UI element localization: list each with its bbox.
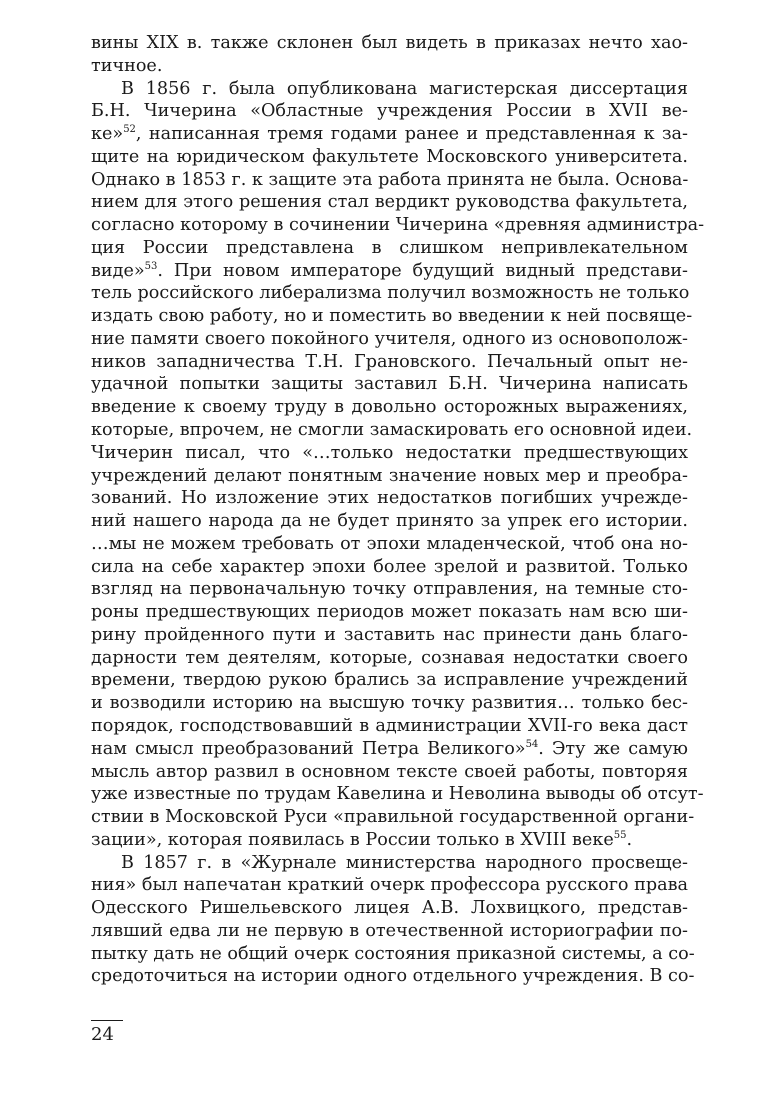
text-line: лявший едва ли не первую в отечественной историографии по- <box>91 920 688 941</box>
text-line: ния» был напечатан краткий очерк профессора русского права <box>91 875 688 896</box>
text-line <box>91 260 688 283</box>
text-line: времени, твердою рукою брались за исправление учреждений <box>91 670 688 691</box>
text-line: удачной попытки защиты заставил Б.Н. Чичерина написать <box>91 374 688 395</box>
text-fragment: . При новом императоре будущий видный представи- <box>157 260 688 281</box>
text-line: Б.Н. Чичерина «Областные учреждения России в XVII ве- <box>91 101 688 122</box>
footnote-ref: 53 <box>144 260 158 272</box>
text-line <box>91 738 688 761</box>
text-line: зований. Но изложение этих недостатков погибших учрежде- <box>91 488 688 509</box>
footnote-ref: 52 <box>123 124 136 136</box>
text-fragment: , написанная тремя годами ранее и представленная к за- <box>135 124 688 145</box>
text-line: сила на себе характер эпохи более зрелой и развитой. Только <box>91 556 688 577</box>
text-line: средоточиться на истории одного отдельного учреждения. В со- <box>91 966 695 987</box>
text-line: пытку дать не общий очерк состояния приказной системы, а со- <box>91 943 695 964</box>
page-number: 24 <box>91 1024 114 1045</box>
footer-rule <box>91 1020 123 1021</box>
text-line: В 1857 г. в «Журнале министерства народного просвеще- <box>121 852 688 873</box>
text-line: взгляд на первоначальную точку отправления, на темные сто- <box>91 579 688 600</box>
text-line: издать свою работу, но и поместить во введении к ней посвяще- <box>91 306 693 327</box>
footnote-ref: 54 <box>525 738 539 750</box>
text-line <box>91 829 688 852</box>
text-fragment: нам смысл преобразований Петра Великого» <box>91 738 526 759</box>
text-line: тель российского либерализма получил возможность не только <box>91 283 690 304</box>
text-line: роны предшествующих периодов может показать нам всю ши- <box>91 602 688 623</box>
text-line: нием для этого решения стал вердикт руководства факультета, <box>91 192 688 213</box>
text-line: мысль автор развил в основном тексте своей работы, повторяя <box>91 761 688 782</box>
text-line: дарности тем деятелям, которые, сознавая недостатки своего <box>91 647 688 668</box>
text-line: введение к своему труду в довольно осторожных выражениях, <box>91 397 688 418</box>
text-line: ствии в Московской Руси «правильной государственной органи- <box>91 807 695 828</box>
body-text <box>91 32 705 988</box>
text-fragment: . <box>626 829 633 850</box>
text-line: уже известные по трудам Кавелина и Неволина выводы об отсут- <box>91 784 704 805</box>
text-line <box>91 123 688 146</box>
text-line: порядок, господствовавший в администрации XVII-го века даст <box>91 715 688 736</box>
text-line: ние памяти своего покойного учителя, одного из основополож- <box>91 328 688 349</box>
text-line: согласно которому в сочинении Чичерина «древняя администра- <box>91 215 705 236</box>
text-fragment: виде» <box>91 260 145 281</box>
text-fragment: зации», которая появилась в России только в XVIII веке <box>91 829 614 850</box>
text-line: которые, впрочем, не смогли замаскировать его основной идеи. <box>91 420 693 441</box>
text-line: ция России представлена в слишком непривлекательном <box>91 237 688 258</box>
text-line: Одесского Ришельевского лицея А.В. Лохвицкого, представ- <box>91 898 688 919</box>
text-line: учреждений делают понятным значение новых мер и преобра- <box>91 465 688 486</box>
footnote-ref: 55 <box>613 829 627 841</box>
text-line: ний нашего народа да не будет принято за упрек его истории. <box>91 511 688 532</box>
text-fragment: . Эту же самую <box>538 738 688 759</box>
text-line: В 1856 г. была опубликована магистерская диссертация <box>121 78 688 99</box>
text-line: и возводили историю на высшую точку развития… только бес- <box>91 693 688 714</box>
text-fragment: ке» <box>91 124 124 145</box>
text-line: ников западничества Т.Н. Грановского. Печальный опыт не- <box>91 351 688 372</box>
text-line: Однако в 1853 г. к защите эта работа принята не была. Основа- <box>91 169 689 190</box>
text-line: Чичерин писал, что «…только недостатки предшествующих <box>91 442 688 463</box>
text-line: рину пройденного пути и заставить нас принести дань благо- <box>91 624 688 645</box>
text-line: …мы не можем требовать от эпохи младенческой, чтоб она но- <box>91 533 688 554</box>
text-line: щите на юридическом факультете Московского университета. <box>91 146 688 167</box>
text-line: тичное. <box>91 55 163 76</box>
text-line: вины XIX в. также склонен был видеть в приказах нечто хао- <box>91 33 688 53</box>
